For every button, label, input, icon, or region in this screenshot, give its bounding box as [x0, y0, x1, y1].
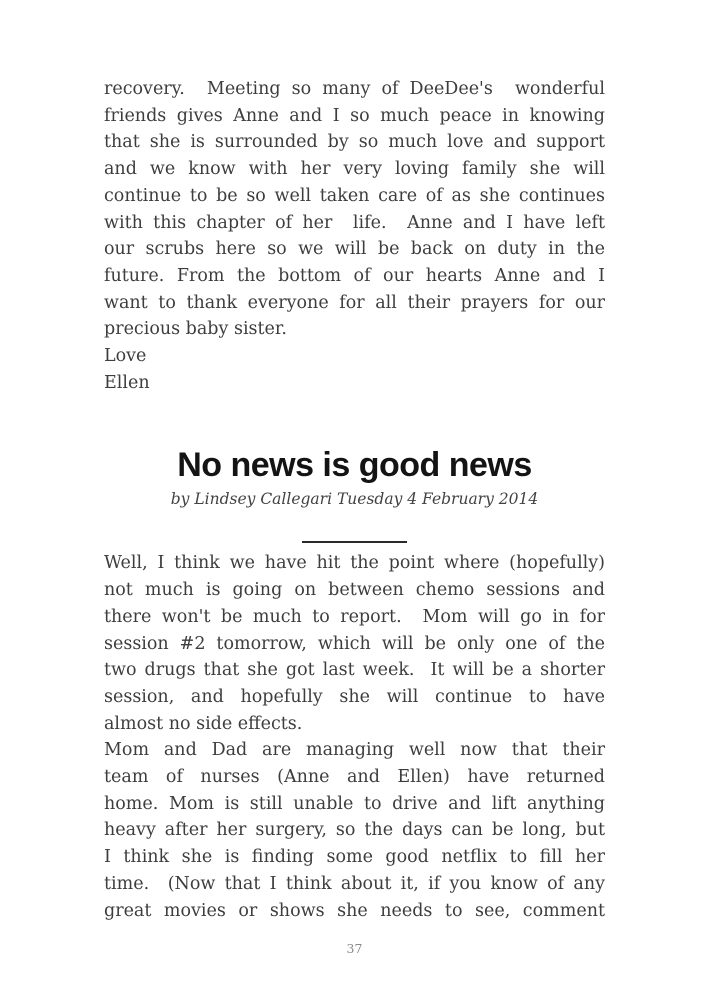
text-line: two drugs that she got last week. It will be a shorter [104, 660, 605, 681]
text-line: almost no side effects. [104, 713, 303, 734]
text-line: with this chapter of her life. Anne and I have left [104, 212, 605, 233]
separator-line [302, 541, 407, 543]
page-number: 37 [346, 941, 363, 956]
text-line: I think she is finding some good netflix to fill her [104, 847, 605, 868]
text-line: want to thank everyone for all their prayers for our [104, 292, 605, 313]
text-line: Ellen [104, 372, 150, 393]
paragraph [104, 550, 605, 737]
text-line: there won't be much to report. Mom will go in for [104, 606, 605, 627]
text-line: and we know with her very loving family she will [104, 159, 605, 180]
text-line: session #2 tomorrow, which will be only one of the [104, 633, 605, 654]
text-line: home. Mom is still unable to drive and lift anything [104, 793, 605, 814]
paragraph [104, 370, 605, 397]
entry-title: No news is good news [177, 446, 532, 485]
text-line: continue to be so well taken care of as she continues [104, 185, 605, 206]
page-content [104, 76, 605, 924]
text-line: future. From the bottom of our hearts Anne and I [104, 265, 605, 286]
text-line: our scrubs here so we will be back on duty in the [104, 239, 605, 260]
entry-body-text [104, 550, 605, 924]
text-line: precious baby sister. [104, 319, 287, 340]
text-line: great movies or shows she needs to see, comment [104, 900, 605, 921]
text-line: Well, I think we have hit the point where (hopefully) [104, 553, 605, 574]
continued-entry-text [104, 76, 605, 396]
text-line: Mom and Dad are managing well now that their [104, 740, 605, 761]
paragraph [104, 343, 605, 370]
paragraph [104, 76, 605, 343]
text-line: team of nurses (Anne and Ellen) have returned [104, 767, 605, 788]
text-line: friends gives Anne and I so much peace in knowing [104, 105, 605, 126]
text-line: that she is surrounded by so much love and support [104, 132, 605, 153]
text-line: Love [104, 346, 147, 367]
text-line: session, and hopefully she will continue to have [104, 686, 605, 707]
paragraph [104, 737, 605, 924]
text-line: recovery. Meeting so many of DeeDee's wonderful [104, 79, 605, 99]
text-line: heavy after her surgery, so the days can be long, but [104, 820, 605, 841]
text-line: time. (Now that I think about it, if you know of any [104, 873, 605, 894]
entry-byline: by Lindsey Callegari Tuesday 4 February 2014 [170, 490, 539, 509]
text-line: not much is going on between chemo sessions and [104, 580, 605, 601]
